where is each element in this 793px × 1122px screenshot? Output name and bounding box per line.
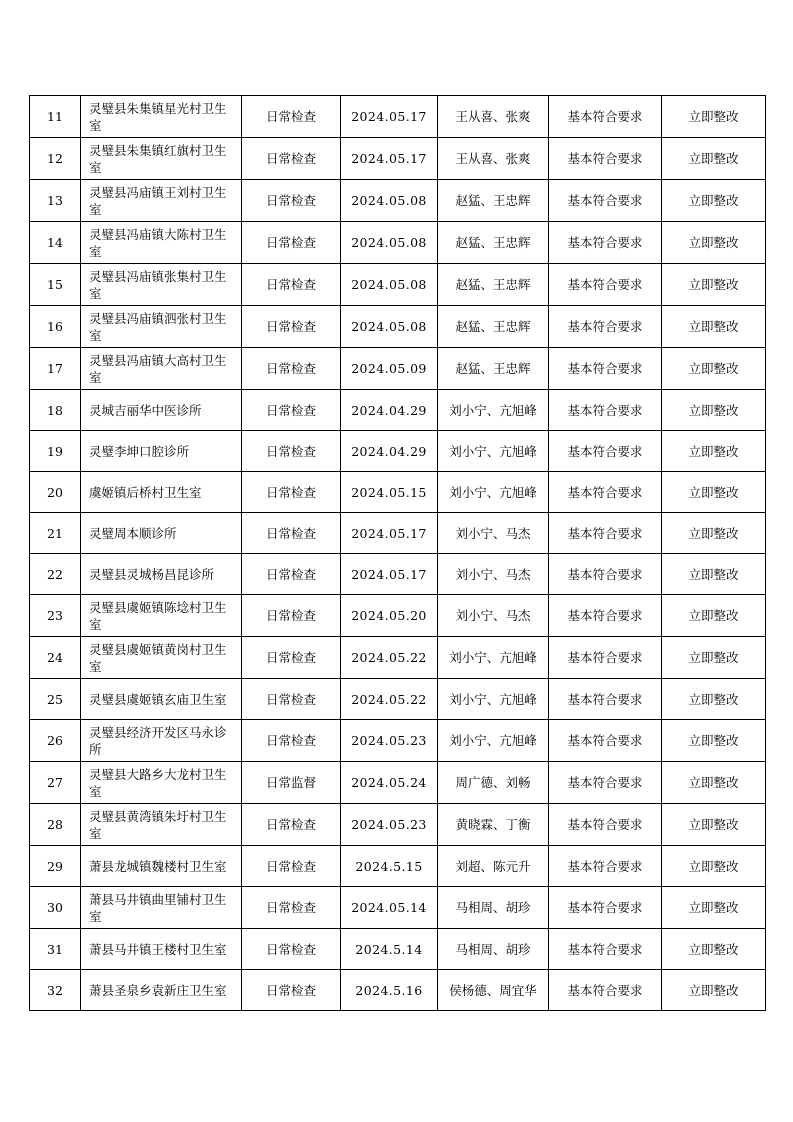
inspection-result: 基本符合要求 [549, 431, 662, 472]
table-row [30, 887, 766, 929]
row-number: 17 [30, 348, 81, 390]
facility-name: 灵璧县黄湾镇朱圩村卫生室 [81, 804, 242, 846]
inspection-type: 日常检查 [242, 595, 341, 637]
facility-name: 虞姬镇后桥村卫生室 [81, 472, 242, 513]
inspection-result: 基本符合要求 [549, 970, 662, 1011]
required-action: 立即整改 [662, 929, 766, 970]
inspection-date: 2024.05.17 [341, 513, 438, 554]
inspection-result: 基本符合要求 [549, 513, 662, 554]
row-number: 14 [30, 222, 81, 264]
inspection-date: 2024.05.15 [341, 472, 438, 513]
inspection-result: 基本符合要求 [549, 472, 662, 513]
row-number: 26 [30, 720, 81, 762]
facility-name: 灵璧县虞姬镇玄庙卫生室 [81, 679, 242, 720]
inspectors: 刘小宁、亢旭峰 [438, 431, 549, 472]
facility-name: 灵璧县冯庙镇泗张村卫生室 [81, 306, 242, 348]
inspectors: 刘超、陈元升 [438, 846, 549, 887]
required-action: 立即整改 [662, 720, 766, 762]
inspection-date: 2024.05.08 [341, 264, 438, 306]
inspection-result: 基本符合要求 [549, 222, 662, 264]
inspection-result: 基本符合要求 [549, 720, 662, 762]
inspection-type: 日常检查 [242, 513, 341, 554]
facility-name: 萧县马井镇曲里铺村卫生室 [81, 887, 242, 929]
inspection-date: 2024.05.17 [341, 138, 438, 180]
inspectors: 刘小宁、亢旭峰 [438, 390, 549, 431]
inspection-result: 基本符合要求 [549, 679, 662, 720]
row-number: 30 [30, 887, 81, 929]
inspection-date: 2024.05.17 [341, 554, 438, 595]
facility-name: 萧县马井镇王楼村卫生室 [81, 929, 242, 970]
inspection-date: 2024.5.16 [341, 970, 438, 1011]
required-action: 立即整改 [662, 306, 766, 348]
inspection-type: 日常检查 [242, 180, 341, 222]
facility-name: 灵璧周本顺诊所 [81, 513, 242, 554]
row-number: 31 [30, 929, 81, 970]
inspectors: 王从喜、张爽 [438, 138, 549, 180]
required-action: 立即整改 [662, 637, 766, 679]
inspection-type: 日常检查 [242, 970, 341, 1011]
inspectors: 周广德、刘畅 [438, 762, 549, 804]
inspectors: 刘小宁、亢旭峰 [438, 679, 549, 720]
required-action: 立即整改 [662, 431, 766, 472]
inspectors: 刘小宁、亢旭峰 [438, 472, 549, 513]
inspection-result: 基本符合要求 [549, 96, 662, 138]
required-action: 立即整改 [662, 762, 766, 804]
inspectors: 侯杨德、周宜华 [438, 970, 549, 1011]
inspection-result: 基本符合要求 [549, 929, 662, 970]
table-row [30, 720, 766, 762]
inspection-type: 日常检查 [242, 720, 341, 762]
table-row [30, 970, 766, 1011]
inspection-date: 2024.04.29 [341, 431, 438, 472]
inspection-result: 基本符合要求 [549, 887, 662, 929]
inspection-date: 2024.05.08 [341, 180, 438, 222]
row-number: 19 [30, 431, 81, 472]
inspection-date: 2024.5.14 [341, 929, 438, 970]
inspectors: 赵猛、王忠辉 [438, 306, 549, 348]
inspection-type: 日常检查 [242, 138, 341, 180]
inspection-date: 2024.05.09 [341, 348, 438, 390]
table-row [30, 138, 766, 180]
required-action: 立即整改 [662, 804, 766, 846]
inspectors: 赵猛、王忠辉 [438, 180, 549, 222]
inspection-result: 基本符合要求 [549, 762, 662, 804]
inspection-date: 2024.05.23 [341, 804, 438, 846]
facility-name: 萧县龙城镇魏楼村卫生室 [81, 846, 242, 887]
facility-name: 灵璧县冯庙镇张集村卫生室 [81, 264, 242, 306]
inspectors: 马相周、胡珍 [438, 929, 549, 970]
inspection-result: 基本符合要求 [549, 180, 662, 222]
inspection-type: 日常检查 [242, 929, 341, 970]
inspection-date: 2024.5.15 [341, 846, 438, 887]
row-number: 24 [30, 637, 81, 679]
inspection-type: 日常检查 [242, 554, 341, 595]
inspectors: 马相周、胡珍 [438, 887, 549, 929]
inspection-date: 2024.05.24 [341, 762, 438, 804]
inspection-type: 日常检查 [242, 222, 341, 264]
inspection-type: 日常检查 [242, 804, 341, 846]
inspection-type: 日常检查 [242, 887, 341, 929]
table-row [30, 929, 766, 970]
inspectors: 刘小宁、马杰 [438, 554, 549, 595]
row-number: 20 [30, 472, 81, 513]
table-row [30, 513, 766, 554]
inspectors: 赵猛、王忠辉 [438, 264, 549, 306]
required-action: 立即整改 [662, 390, 766, 431]
row-number: 11 [30, 96, 81, 138]
table-row [30, 96, 766, 138]
table-row [30, 180, 766, 222]
required-action: 立即整改 [662, 138, 766, 180]
inspection-date: 2024.05.14 [341, 887, 438, 929]
facility-name: 灵璧县朱集镇星光村卫生室 [81, 96, 242, 138]
facility-name: 灵璧县冯庙镇王刘村卫生室 [81, 180, 242, 222]
required-action: 立即整改 [662, 348, 766, 390]
row-number: 23 [30, 595, 81, 637]
inspection-type: 日常检查 [242, 348, 341, 390]
inspection-type: 日常检查 [242, 472, 341, 513]
row-number: 28 [30, 804, 81, 846]
inspection-type: 日常检查 [242, 96, 341, 138]
table-row [30, 762, 766, 804]
facility-name: 灵璧县冯庙镇大高村卫生室 [81, 348, 242, 390]
inspection-date: 2024.05.22 [341, 679, 438, 720]
table-body [30, 96, 766, 1011]
required-action: 立即整改 [662, 472, 766, 513]
table-row [30, 804, 766, 846]
inspection-date: 2024.05.17 [341, 96, 438, 138]
required-action: 立即整改 [662, 222, 766, 264]
row-number: 22 [30, 554, 81, 595]
facility-name: 灵璧县冯庙镇大陈村卫生室 [81, 222, 242, 264]
required-action: 立即整改 [662, 887, 766, 929]
row-number: 32 [30, 970, 81, 1011]
facility-name: 灵璧县虞姬镇黄岗村卫生室 [81, 637, 242, 679]
required-action: 立即整改 [662, 554, 766, 595]
inspection-result: 基本符合要求 [549, 846, 662, 887]
inspectors: 刘小宁、马杰 [438, 513, 549, 554]
inspection-result: 基本符合要求 [549, 637, 662, 679]
inspection-type: 日常检查 [242, 679, 341, 720]
inspectors: 赵猛、王忠辉 [438, 222, 549, 264]
inspection-table [29, 95, 766, 1011]
facility-name: 灵璧县经济开发区马永诊所 [81, 720, 242, 762]
facility-name: 灵璧李坤口腔诊所 [81, 431, 242, 472]
table-row [30, 554, 766, 595]
row-number: 15 [30, 264, 81, 306]
inspectors: 刘小宁、马杰 [438, 595, 549, 637]
facility-name: 灵城吉丽华中医诊所 [81, 390, 242, 431]
inspection-type: 日常检查 [242, 264, 341, 306]
inspection-date: 2024.04.29 [341, 390, 438, 431]
inspection-result: 基本符合要求 [549, 804, 662, 846]
inspection-result: 基本符合要求 [549, 306, 662, 348]
table-row [30, 264, 766, 306]
inspection-date: 2024.05.22 [341, 637, 438, 679]
inspectors: 刘小宁、亢旭峰 [438, 720, 549, 762]
inspection-type: 日常检查 [242, 431, 341, 472]
row-number: 25 [30, 679, 81, 720]
table-row [30, 348, 766, 390]
table-row [30, 472, 766, 513]
inspection-date: 2024.05.08 [341, 306, 438, 348]
inspection-type: 日常检查 [242, 637, 341, 679]
inspection-date: 2024.05.23 [341, 720, 438, 762]
facility-name: 灵璧县朱集镇红旗村卫生室 [81, 138, 242, 180]
row-number: 29 [30, 846, 81, 887]
inspection-result: 基本符合要求 [549, 138, 662, 180]
inspection-result: 基本符合要求 [549, 390, 662, 431]
facility-name: 灵璧县虞姬镇陈埝村卫生室 [81, 595, 242, 637]
row-number: 16 [30, 306, 81, 348]
required-action: 立即整改 [662, 513, 766, 554]
table-row [30, 846, 766, 887]
inspection-date: 2024.05.08 [341, 222, 438, 264]
inspection-type: 日常检查 [242, 846, 341, 887]
required-action: 立即整改 [662, 846, 766, 887]
table-row [30, 222, 766, 264]
row-number: 12 [30, 138, 81, 180]
table-row [30, 306, 766, 348]
inspection-result: 基本符合要求 [549, 554, 662, 595]
facility-name: 萧县圣泉乡袁新庄卫生室 [81, 970, 242, 1011]
inspectors: 赵猛、王忠辉 [438, 348, 549, 390]
required-action: 立即整改 [662, 970, 766, 1011]
inspectors: 王从喜、张爽 [438, 96, 549, 138]
facility-name: 灵璧县大路乡大龙村卫生室 [81, 762, 242, 804]
inspectors: 刘小宁、亢旭峰 [438, 637, 549, 679]
table-row [30, 637, 766, 679]
required-action: 立即整改 [662, 264, 766, 306]
inspection-type: 日常监督 [242, 762, 341, 804]
row-number: 18 [30, 390, 81, 431]
required-action: 立即整改 [662, 679, 766, 720]
required-action: 立即整改 [662, 595, 766, 637]
inspection-type: 日常检查 [242, 306, 341, 348]
inspectors: 黄晓霖、丁衡 [438, 804, 549, 846]
table-row [30, 679, 766, 720]
inspection-result: 基本符合要求 [549, 595, 662, 637]
table-row [30, 595, 766, 637]
row-number: 27 [30, 762, 81, 804]
row-number: 13 [30, 180, 81, 222]
table-row [30, 390, 766, 431]
inspection-date: 2024.05.20 [341, 595, 438, 637]
required-action: 立即整改 [662, 180, 766, 222]
required-action: 立即整改 [662, 96, 766, 138]
facility-name: 灵璧县灵城杨昌昆诊所 [81, 554, 242, 595]
inspection-type: 日常检查 [242, 390, 341, 431]
inspection-result: 基本符合要求 [549, 348, 662, 390]
inspection-result: 基本符合要求 [549, 264, 662, 306]
table-row [30, 431, 766, 472]
row-number: 21 [30, 513, 81, 554]
